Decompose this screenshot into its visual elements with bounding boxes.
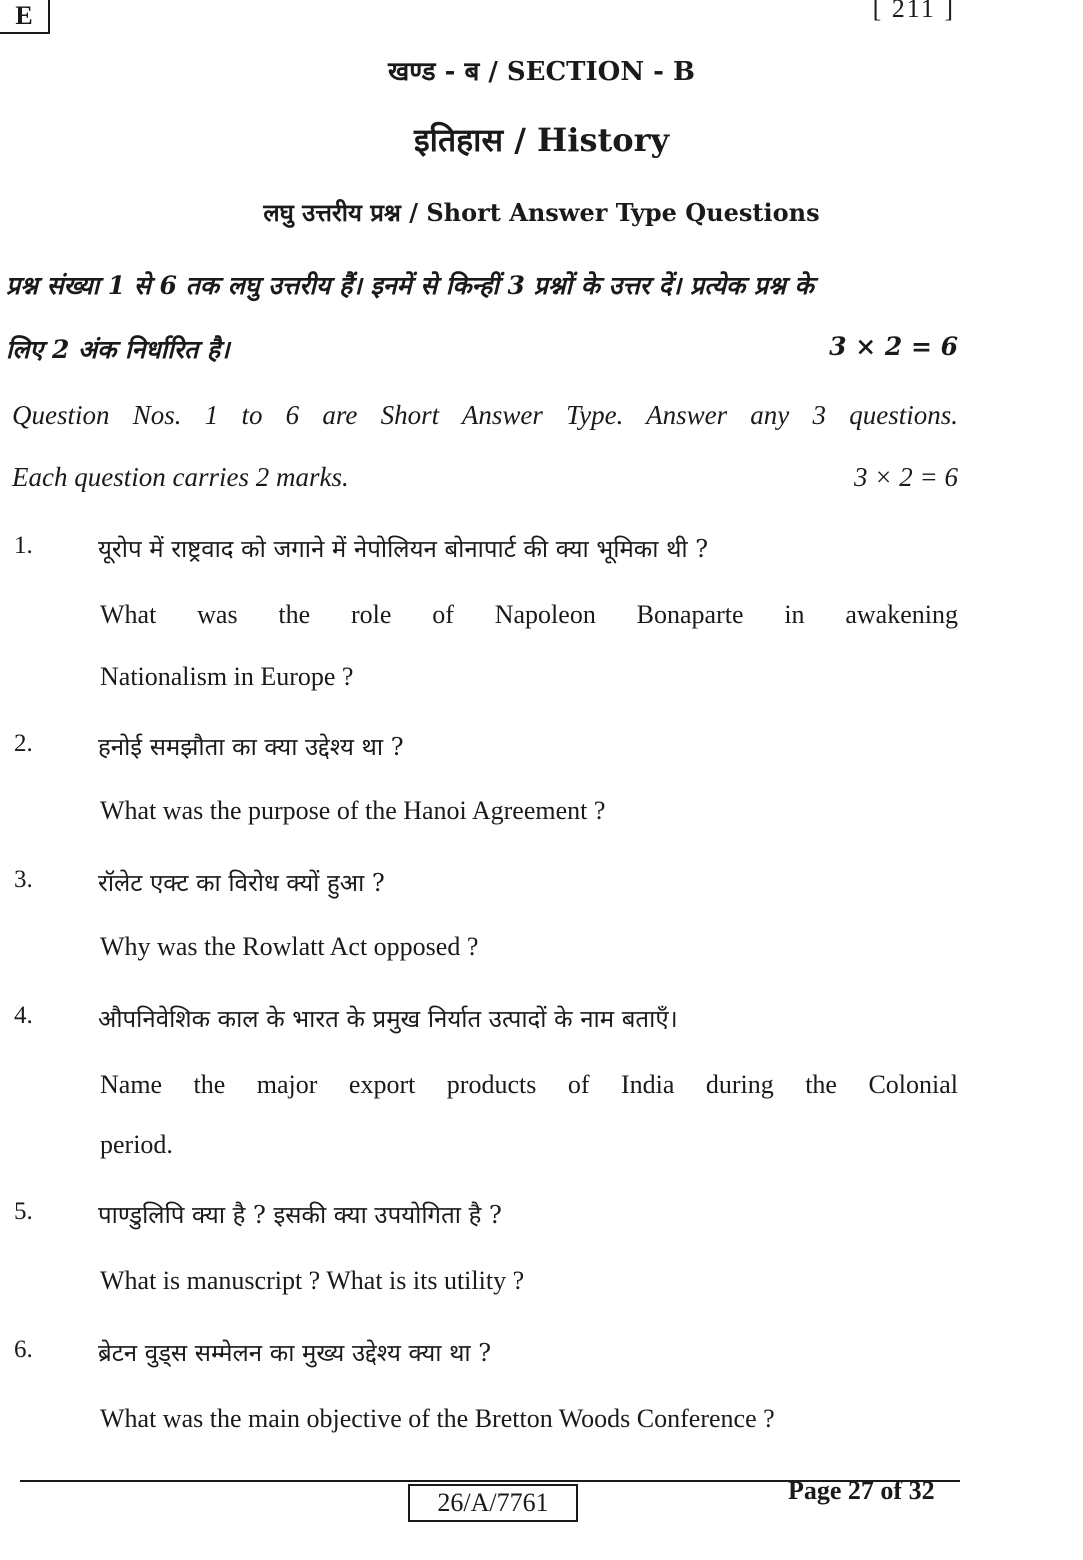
- question-english-line2: Nationalism in Europe ?: [100, 662, 354, 691]
- question-hindi: पाण्डुलिपि क्या है ? इसकी क्या उपयोगिता है ?: [98, 1201, 502, 1229]
- question-english-line1: What is manuscript ? What is its utility ?: [100, 1266, 525, 1295]
- subject-title: इतिहास / History: [413, 121, 670, 159]
- question-hindi: औपनिवेशिक काल के भारत के प्रमुख निर्यात उत्पादों के नाम बताएँ।: [98, 1005, 678, 1033]
- question-number: 3.: [14, 866, 33, 893]
- instruction-hindi-text: लिए 2 अंक निर्धारित है।: [6, 335, 230, 364]
- set-code-box: E: [0, 0, 50, 34]
- question-type-title: लघु उत्तरीय प्रश्न / Short Answer Type Questions: [263, 198, 820, 227]
- section-title: खण्ड - ब / SECTION - B: [388, 57, 695, 87]
- question-hindi: हनोई समझौता का क्या उद्देश्य था ?: [98, 733, 404, 761]
- instruction-english-line1: Question Nos. 1 to 6 are Short Answer Type. Answer any 3 questions.: [12, 400, 958, 430]
- question-english-line1: Why was the Rowlatt Act opposed ?: [100, 932, 479, 961]
- instruction-hindi-line2: [6, 332, 958, 366]
- question-number: 2.: [14, 730, 33, 757]
- instruction-english-line2: [12, 462, 958, 493]
- question-number: 4.: [14, 1002, 33, 1029]
- question-number: 6.: [14, 1336, 33, 1363]
- question-english-line1: Name the major export products of India during the Colonial: [100, 1070, 958, 1099]
- paper-code: [ 211 ]: [872, 0, 955, 23]
- question-hindi: ब्रेटन वुड्स सम्मेलन का मुख्य उद्देश्य क्या था ?: [98, 1339, 492, 1367]
- instruction-hindi-line1: प्रश्न संख्या 1 से 6 तक लघु उत्तरीय हैं। इनमें से किन्हीं 3 प्रश्नों के उत्तर दें। प्रत्येक प्रश्न के: [6, 271, 814, 300]
- instruction-english-marks: 3 × 2 = 6: [854, 462, 958, 492]
- booklet-code: 26/A/7761: [408, 1484, 578, 1522]
- page-number: Page 27 of 32: [788, 1476, 935, 1505]
- instruction-english-text: Each question carries 2 marks.: [12, 462, 349, 492]
- instruction-hindi-marks: 3 × 2 = 6: [829, 332, 958, 361]
- question-hindi: रॉलेट एक्ट का विरोध क्यों हुआ ?: [98, 869, 385, 897]
- question-number: 1.: [14, 532, 33, 559]
- question-english-line2: period.: [100, 1130, 173, 1159]
- question-english-line1: What was the role of Napoleon Bonaparte in awakening: [100, 600, 958, 629]
- question-hindi: यूरोप में राष्ट्रवाद को जगाने में नेपोलियन बोनापार्ट की क्या भूमिका थी ?: [98, 535, 709, 563]
- question-number: 5.: [14, 1198, 33, 1225]
- question-english-line1: What was the purpose of the Hanoi Agreement ?: [100, 796, 606, 825]
- question-english-line1: What was the main objective of the Bretton Woods Conference ?: [100, 1404, 775, 1433]
